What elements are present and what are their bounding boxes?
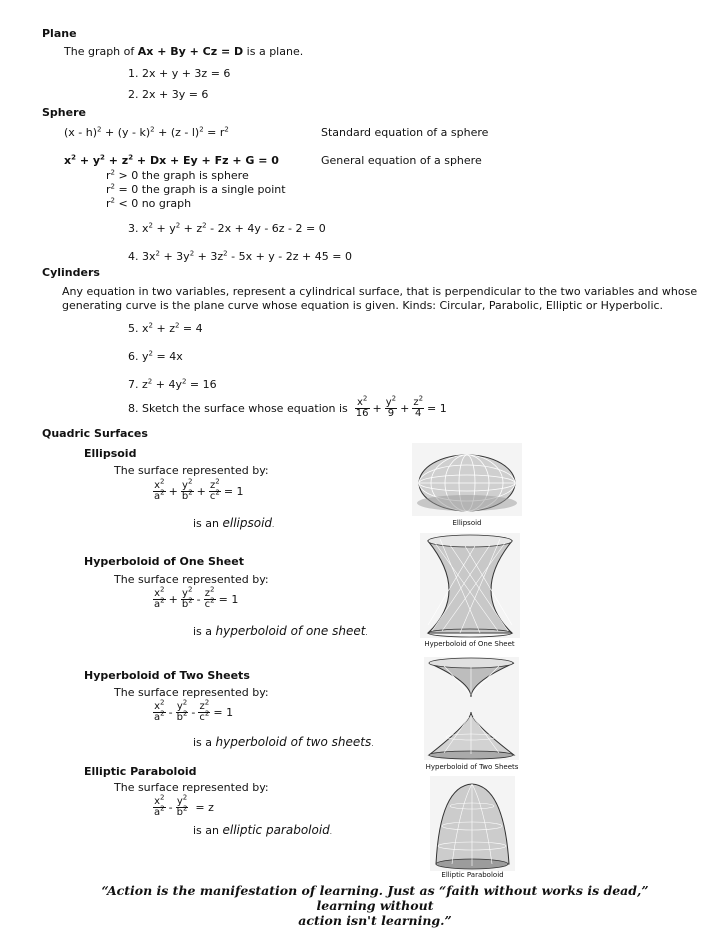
- hyperboloid-two-equation: $\frac{x^2}{a^2}$ - $\frac{y^2}{b^2}$ - $\frac{z^2}{c^2}$ = 1: [154, 698, 234, 723]
- sphere-case-1: $r^2 > 0$ the graph is sphere: [106, 168, 249, 182]
- fraction-z-over-4: $\frac{z^2}{4}$: [413, 394, 424, 419]
- ellipsoid-caption: Ellipsoid: [452, 519, 482, 527]
- plane-heading: Plane: [42, 27, 77, 40]
- fraction-y-over-9: $\frac{y^2}{9}$: [385, 394, 397, 419]
- plane-intro-post: is a plane.: [243, 45, 304, 58]
- elliptic-paraboloid-represented-text: The surface represented by:: [114, 781, 269, 794]
- sphere-heading: Sphere: [42, 106, 86, 119]
- hyperboloid-two-is-text: is a hyperboloid of two sheets.: [193, 735, 374, 749]
- sphere-example-3: 3. $x^2 + y^2 + z^2 - 2x + 4y - 6z - 2 = 0$: [128, 221, 326, 235]
- cylinders-example-7: 7. $z^2 + 4y^2 = 16$: [128, 377, 217, 391]
- cylinders-definition-line-2: generating curve is the plane curve whose equation is given. Kinds: Circular, Parabolic, Elliptic or Hyperbolic.: [62, 299, 664, 312]
- sphere-case-3: $r^2 < 0$ no graph: [106, 196, 192, 210]
- sphere-case-2: $r^2 = 0$ the graph is a single point: [106, 182, 286, 196]
- hyperboloid-one-is-text: is a hyperboloid of one sheet.: [193, 624, 368, 638]
- hyperboloid-two-represented-text: The surface represented by:: [114, 686, 269, 699]
- hyperboloid-one-title: Hyperboloid of One Sheet: [84, 555, 244, 568]
- cylinders-example-6: 6. $y^2 = 4x$: [128, 349, 183, 363]
- elliptic-paraboloid-equation: $\frac{x^2}{a^2}$ - $\frac{y^2}{b^2}$ = z: [154, 793, 214, 818]
- hyperboloid-one-equation: $\frac{x^2}{a^2}$ + $\frac{y^2}{b^2}$ - $\frac{z^2}{c^2}$ = 1: [154, 585, 239, 610]
- sphere-standard-equation: $(x - h)^2 + (y - k)^2 + (z - l)^2 = r^2$: [64, 125, 229, 139]
- ellipsoid-equation: $\frac{x^2}{a^2}$ + $\frac{y^2}{b^2}$ + $\frac{z^2}{c^2}$ = 1: [154, 477, 244, 502]
- plane-example-1: 1. 2x + y + 3z = 6: [128, 67, 231, 80]
- sphere-standard-label: Standard equation of a sphere: [321, 126, 489, 139]
- quadric-heading: Quadric Surfaces: [42, 427, 148, 440]
- footer-quote: [80, 883, 670, 928]
- plane-intro: [64, 45, 303, 58]
- footer-quote-line-1: “Action is the manifestation of learning. Just as “faith without works is dead,” learning without: [101, 883, 649, 913]
- elliptic-paraboloid-is-text: is an elliptic paraboloid.: [193, 823, 333, 837]
- hyperboloid-two-title: Hyperboloid of Two Sheets: [84, 669, 250, 682]
- hyperboloid-one-caption: Hyperboloid of One Sheet: [424, 640, 515, 648]
- sphere-general-equation: $x^2 + y^2 + z^2 + Dx + Ey + Fz + G = 0$: [64, 153, 279, 167]
- ellipsoid-is-text: is an ellipsoid.: [193, 516, 275, 530]
- sphere-example-4: 4. $3x^2 + 3y^2 + 3z^2 - 5x + y - 2z + 45 = 0$: [128, 249, 352, 263]
- cylinders-heading: Cylinders: [42, 266, 100, 279]
- hyperboloid-two-caption: Hyperboloid of Two Sheets: [425, 763, 519, 771]
- plane-example-2: 2. 2x + 3y = 6: [128, 88, 209, 101]
- fraction-x-over-16: $\frac{x^2}{16}$: [355, 394, 369, 419]
- cylinders-example-5: 5. $x^2 + z^2 = 4$: [128, 321, 203, 335]
- elliptic-paraboloid-figure: [430, 776, 515, 871]
- plane-intro-pre: The graph of: [64, 45, 138, 58]
- plane-intro-eq: Ax + By + Cz = D: [137, 45, 244, 58]
- sphere-general-label: General equation of a sphere: [321, 154, 482, 167]
- cylinders-definition-line-1: Any equation in two variables, represent a cylindrical surface, that is perpendicular to the two variables and whose: [62, 285, 698, 298]
- ellipsoid-figure: [412, 443, 522, 516]
- elliptic-paraboloid-caption: Elliptic Paraboloid: [441, 871, 504, 879]
- hyperboloid-one-represented-text: The surface represented by:: [114, 573, 269, 586]
- elliptic-paraboloid-title: Elliptic Paraboloid: [84, 765, 197, 778]
- cylinders-example-8: 8. Sketch the surface whose equation is $\frac{x^2}{16}$ + $\frac{y^2}{9}$ + $\frac{z^2}{4}$ = 1: [128, 394, 447, 419]
- footer-quote-line-2: action isn't learning.”: [298, 913, 452, 928]
- hyperboloid-two-figure: [424, 657, 519, 760]
- ellipsoid-title: Ellipsoid: [84, 447, 137, 460]
- hyperboloid-one-figure: [420, 533, 520, 638]
- ellipsoid-represented-text: The surface represented by:: [114, 464, 269, 477]
